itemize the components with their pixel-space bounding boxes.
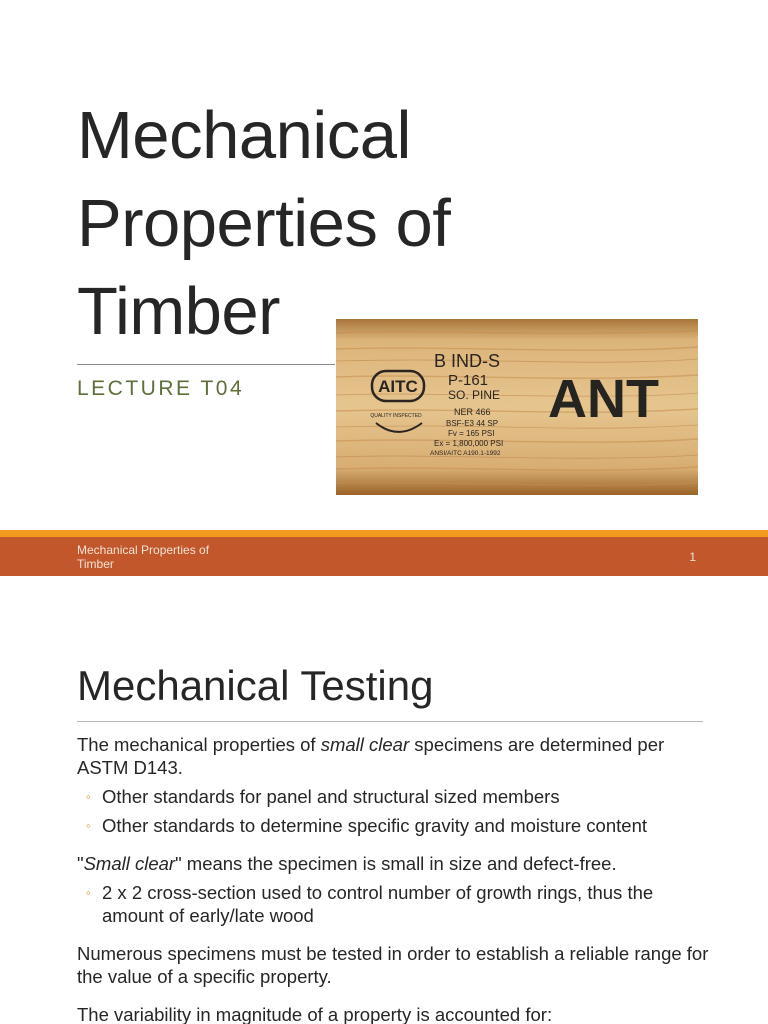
svg-text:Fv = 165 PSI: Fv = 165 PSI bbox=[448, 429, 495, 438]
paragraph-1-text-a: The mechanical properties of bbox=[77, 734, 321, 755]
paragraph-2-text-a: " bbox=[77, 853, 84, 874]
paragraph-2 bbox=[77, 852, 709, 875]
title-line-1: Mechanical bbox=[77, 98, 411, 173]
title-line-2: Properties of bbox=[77, 186, 451, 261]
svg-text:AITC: AITC bbox=[378, 377, 418, 396]
svg-text:Ex = 1,800,000 PSI: Ex = 1,800,000 PSI bbox=[434, 439, 504, 448]
title-line-3: Timber bbox=[77, 274, 280, 349]
content-slide bbox=[0, 585, 768, 1024]
paragraph-2-text-b: " means the specimen is small in size and defect-free. bbox=[175, 853, 617, 874]
circle-bullet-icon: ◦ bbox=[86, 885, 91, 900]
bullet-item bbox=[77, 881, 709, 927]
lumber-grade-stamp-photo bbox=[336, 319, 698, 495]
heading-divider bbox=[77, 721, 703, 722]
bullet-item bbox=[77, 785, 709, 808]
paragraph-3: Numerous specimens must be tested in order to establish a reliable range for the value of a specific property. bbox=[77, 943, 709, 987]
slide-footer bbox=[0, 537, 768, 576]
circle-bullet-icon: ◦ bbox=[86, 818, 91, 833]
paragraph-1-text-b: specimens are determined per ASTM D143. bbox=[77, 734, 665, 778]
svg-text:ANT: ANT bbox=[548, 369, 659, 429]
circle-bullet-icon: ◦ bbox=[86, 789, 91, 804]
paragraph-2-emphasis: Small clear bbox=[83, 853, 176, 874]
title-divider bbox=[77, 364, 335, 365]
svg-text:P-161: P-161 bbox=[448, 372, 489, 389]
accent-stripe bbox=[0, 530, 768, 537]
footer-title: Mechanical Properties of Timber bbox=[77, 543, 210, 571]
slide-heading: Mechanical Testing bbox=[77, 662, 434, 709]
paragraph-4: The variability in magnitude of a property is accounted for: bbox=[77, 1004, 553, 1024]
bullet-text: Other standards to determine specific gravity and moisture content bbox=[102, 815, 647, 836]
svg-text:BSF-E3 44 SP: BSF-E3 44 SP bbox=[446, 419, 499, 428]
svg-text:ANSI/AITC A190.1-1992: ANSI/AITC A190.1-1992 bbox=[430, 450, 501, 457]
slide-title bbox=[77, 92, 547, 356]
svg-text:NER 466: NER 466 bbox=[454, 407, 491, 417]
svg-text:SO. PINE: SO. PINE bbox=[448, 388, 501, 402]
paragraph-1 bbox=[77, 733, 709, 779]
svg-text:B IND-S: B IND-S bbox=[434, 351, 501, 371]
bullet-text: 2 x 2 cross-section used to control number of growth rings, thus the amount of early/late wood bbox=[102, 882, 654, 926]
slide-subtitle: LECTURE T04 bbox=[77, 377, 245, 400]
svg-text:QUALITY INSPECTED: QUALITY INSPECTED bbox=[370, 413, 422, 419]
slide-number: 1 bbox=[689, 550, 696, 564]
paragraph-1-emphasis: small clear bbox=[320, 734, 410, 755]
bullet-item bbox=[77, 814, 709, 837]
bullet-text: Other standards for panel and structural sized members bbox=[102, 786, 560, 807]
slide-body bbox=[77, 733, 709, 1024]
